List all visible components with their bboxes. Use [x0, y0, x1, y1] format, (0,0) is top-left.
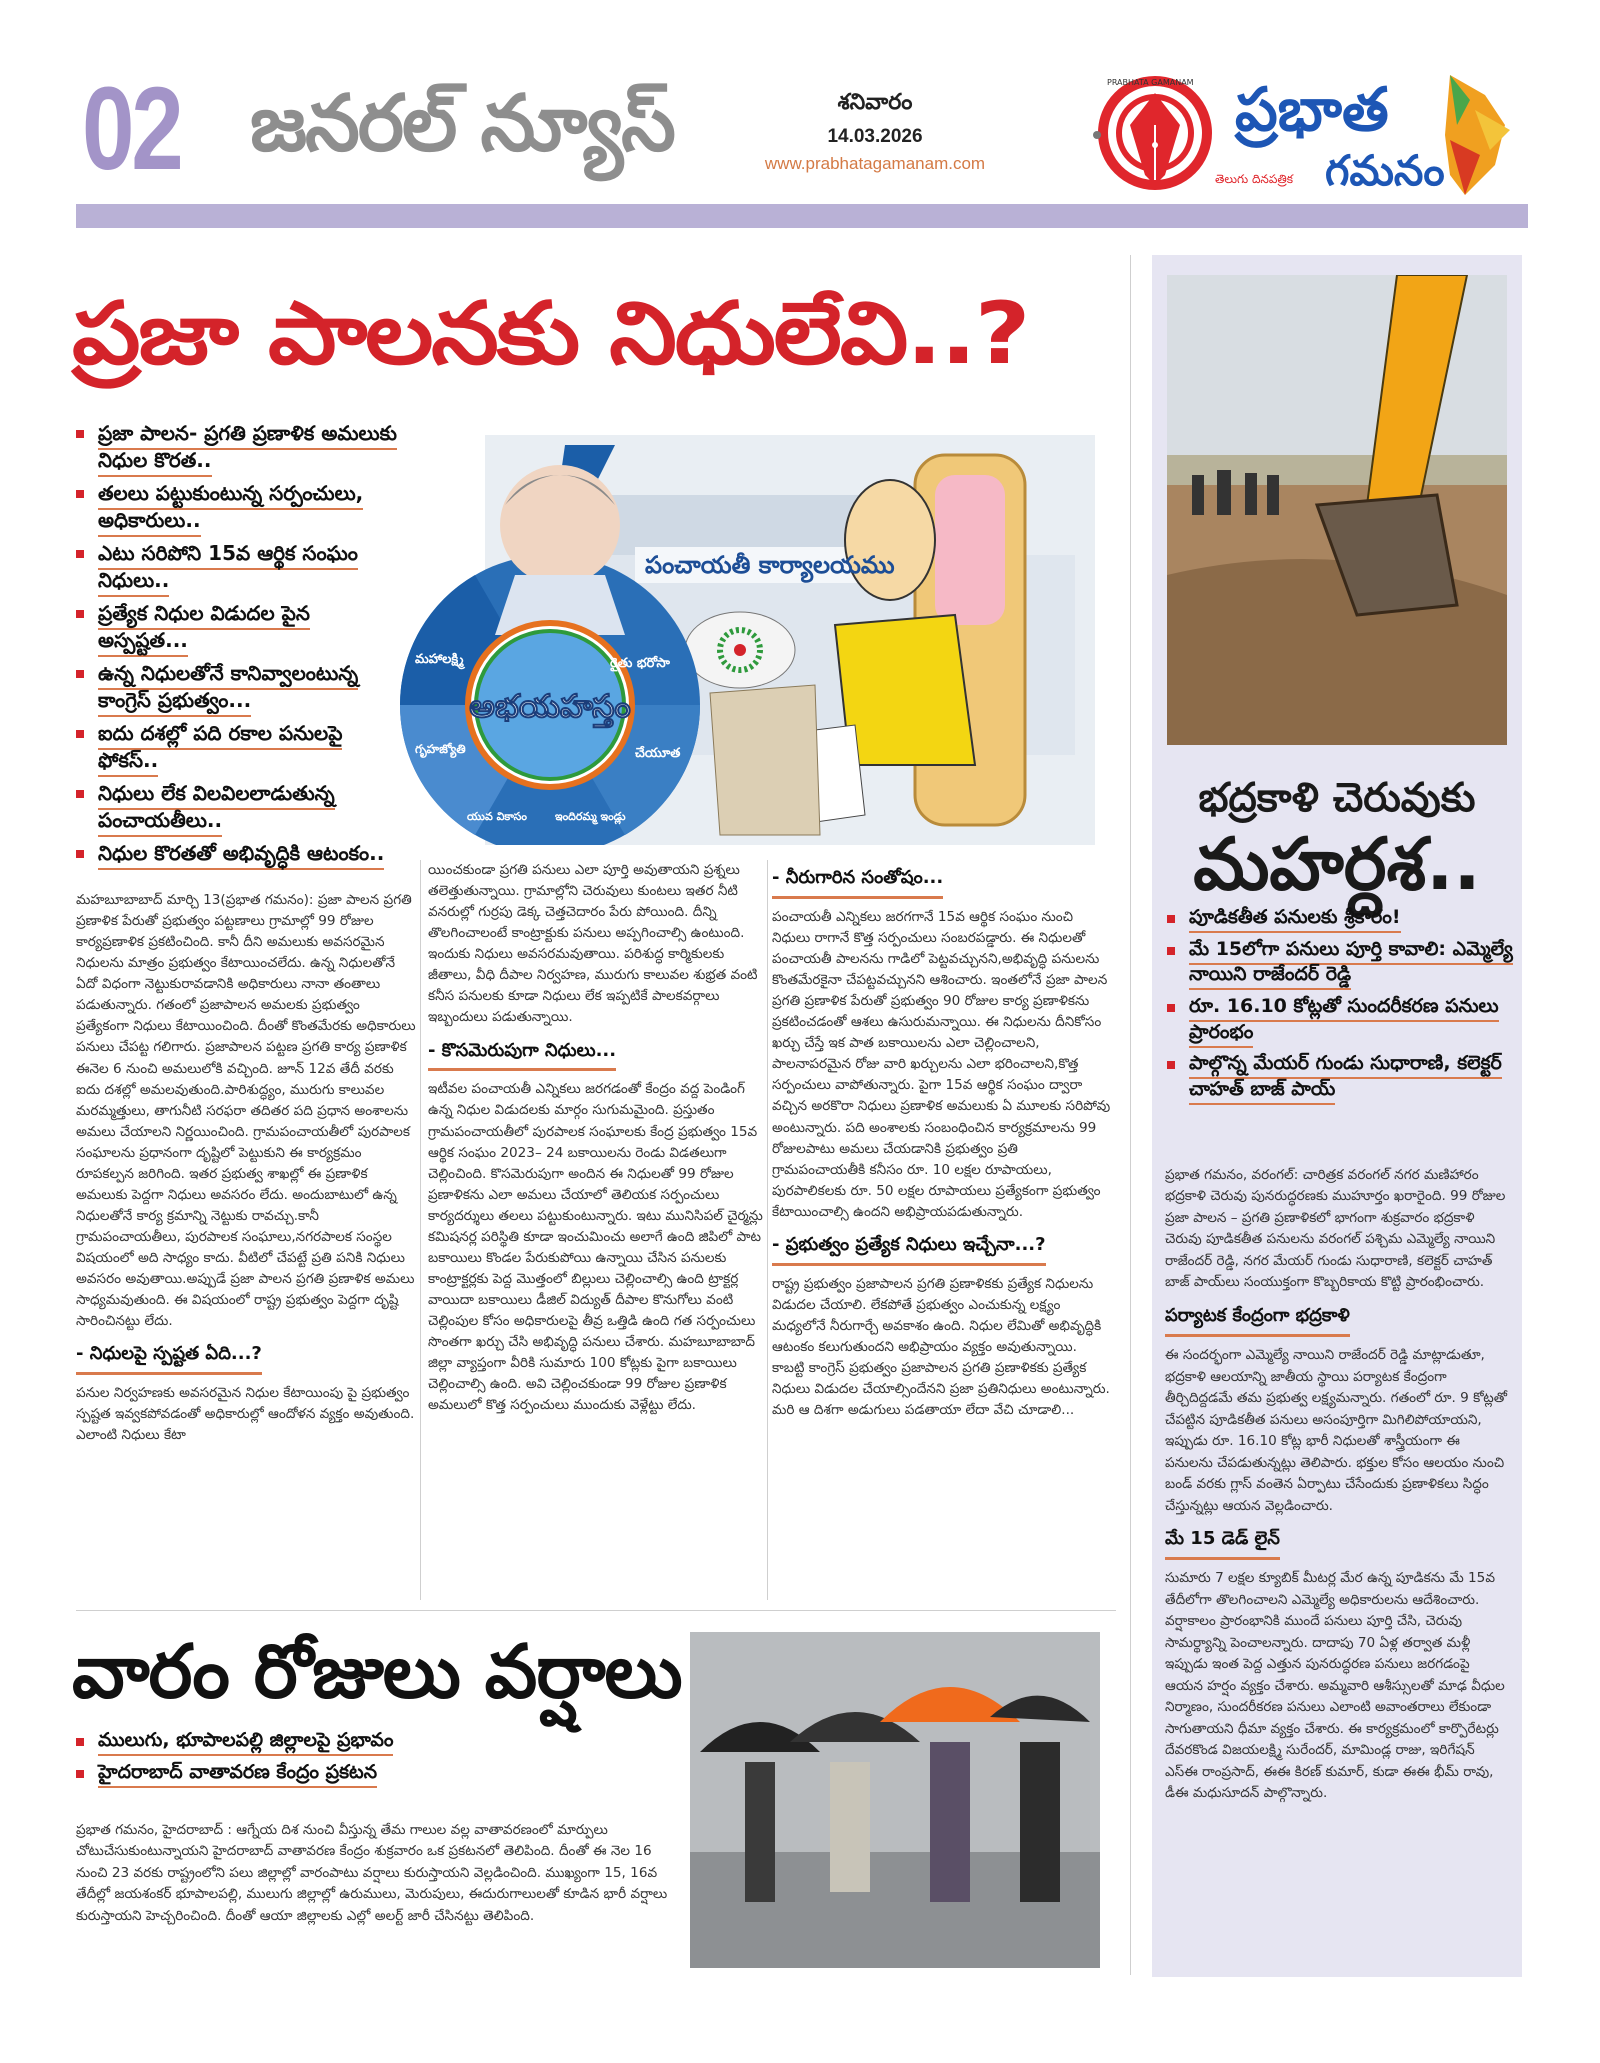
abhayahastam-cartoon: [395, 435, 1095, 845]
wheel-label: గృహజ్యోతి: [415, 742, 466, 756]
column-divider: [420, 860, 421, 1600]
wheel-label: మహాలక్ష్మి: [415, 652, 464, 667]
article-paragraph: ఈ సందర్భంగా ఎమ్మెల్యే నాయిని రాజేందర్ రెడ్డి మాట్లాడుతూ, భద్రకాళి ఆలయాన్ని జాతీయ స్థాయి పర్యాటక కేంద్రంగా తీర్చిదిద్దడమే తమ ప్రభుత్వ లక్ష్యమన్నారు. గతంలో రూ. 9 కోట్లతో చేపట్టిన పూడికతీత పనులు అసంపూర్తిగా మిగిలిపోయాయని, ఇప్పుడు రూ. 16.10 కోట్ల భారీ నిధులతో శాస్త్రీయంగా ఈ పనులను చేపడుతున్నట్లు తెలిపారు. భక్తుల కోసం ఆలయం నుంచి బండ్ వరకు గ్లాస్ వంతెన ఏర్పాటు చేసేందుకు ప్రణాళికలు సిద్ధం చేస్తున్నట్లు ఆయన వెల్లడించారు.: [1165, 1347, 1507, 1514]
sidebar-highlights: [1165, 905, 1515, 1108]
highlight-item: ఉన్న నిధులతోనే కానివ్వాలంటున్న కాంగ్రెస్ ప్రభుత్వం...: [74, 660, 404, 714]
section-divider: [76, 1610, 1116, 1611]
article-paragraph: ప్రభాత గమనం, హైదరాబాద్ : ఆగ్నేయ దిశ నుంచి వీస్తున్న తేమ గాలుల వల్ల వాతావరణంలో మార్పులు చోటుచేసుకుంటున్నాయని హైదరాబాద్ వాతావరణ కేంద్రం శుక్రవారం ఒక ప్రకటనలో తెలిపింది. దీంతో ఈ నెల 16 నుంచి 23 వరకు రాష్ట్రంలోని పలు జిల్లాల్లో వారంపాటు వర్షాలు కురుస్తాయని వెల్లడించింది. ముఖ్యంగా 15, 16వ తేదీల్లో జయశంకర్ భూపాలపల్లి, ములుగు జిల్లాల్లో ఉరుములు, మెరుపులు, ఈదురుగాలులతో కూడిన భారీ వర్షాలు కురుస్తాయని హెచ్చరించింది. దీంతో ఆయా జిల్లాలకు ఎల్లో అలర్ట్ జారీ చేసినట్టు తెలిపింది.: [76, 1822, 668, 1924]
sidebar-divider: [1130, 255, 1131, 1975]
highlight-item: ప్రజా పాలన- ప్రగతి ప్రణాళిక అమలుకు నిధుల కొరత..: [74, 420, 404, 474]
main-headline: ప్రజా పాలనకు నిధులేవి..?: [72, 284, 1029, 384]
article-paragraph: పనుల నిర్వహణకు అవసరమైన నిధుల కేటాయింపు పై ప్రభుత్వం స్పష్టత ఇవ్వకపోవడంతో అధికారుల్లో ఆందోళన వ్యక్తం అవుతుంది. ఎలాంటి నిధులు కేటా: [76, 1385, 415, 1444]
article-subheading: - కొసమెరుపుగా నిధులు...: [428, 1037, 616, 1072]
article-subheading: పర్యాటక కేంద్రంగా భద్రకాళి: [1165, 1302, 1350, 1337]
article-paragraph: యించకుండా ప్రగతి పనులు ఎలా పూర్తి అవుతాయని ప్రశ్నలు తలెత్తుతున్నాయి. గ్రామాల్లోని చెరువులు కుంటలు ఇతర నీటి వనరుల్లో గుర్రపు డెక్క చెత్తచెదారం పేరు పోయింది. దీన్ని తొలగించాలంటే కాంట్రాక్టుకు పనులు అప్పగించాల్సి ఉంటుంది. ఇందుకు నిధులు అవసరమవుతాయి. పరిశుద్ధ కార్మికులకు జీతాలు, వీధి దీపాల నిర్వహణ, మురుగు కాలువల శుభ్రత వంటి కనీస పనులకు కూడా నిధులు లేక ఇప్పటికే పాలకవర్గాలు ఇబ్బందులు పడుతున్నాయి.: [428, 862, 758, 1026]
highlight-item: పూడికతీత పనులకు శ్రీకారం!: [1165, 905, 1515, 931]
rain-umbrella-photo: [690, 1632, 1100, 1968]
pen-nib-emblem: [1093, 81, 1207, 185]
issue-date: 14.03.2026: [827, 126, 923, 147]
main-article-column-2: [428, 860, 766, 1420]
sidebar-headline-line1: భద్రకాళి చెరువుకు: [1198, 775, 1476, 821]
rain-article: [76, 1820, 676, 1931]
main-article-column-1: [76, 890, 416, 1450]
wheel-label: రైతు భరోసా: [610, 656, 670, 671]
sidebar-article: [1165, 1165, 1510, 1809]
autumn-leaves-icon: [1445, 75, 1510, 195]
newspaper-logo: [1085, 55, 1535, 205]
column-divider: [767, 860, 768, 1600]
article-paragraph: మహబూబాబాద్ మార్చి 13(ప్రభాత గమనం): ప్రజా పాలన ప్రగతి ప్రణాళిక పేరుతో ప్రభుత్వం పట్టణాలు గ్రామాల్లో 99 రోజుల కార్యప్రణాళిక ప్రకటించింది. కానీ దీని అమలుకు అవసరమైన నిధులను మాత్రం ప్రభుత్వం కేటాయించలేదు. ఉన్న నిధులతోనే ఏదో విధంగా నెట్టుకురావడానికి అధికారులు నానా తంతాలు పడుతున్నారు. గతంలో ప్రజాపాలన అమలకు ప్రభుత్వం ప్రత్యేకంగా నిధులు కేటాయించింది. దీంతో కొంతమేరకు అధికారులు పనులు చేపట్ట గలిగారు. ప్రజాపాలన పట్టణ ప్రగతి కార్య ప్రణాళిక ఈనెల 6 నుంచి అమలులోకి వచ్చింది. జూన్ 12వ తేదీ వరకు ఐదు దశల్లో అమలవుతుంది.పారిశుద్ధ్యం, మురుగు కాలువల మరమ్మత్తులు, తాగునీటి సరఫరా తదితర పది ప్రధాన అంశాలను అమలు చేయాలని నిర్ణయించింది. గ్రామపంచాయతీలో పురపాలక సంఘాలను ప్రధానంగా దృష్టిలో పెట్టుకుని ఈ కార్యక్రమం రూపకల్పన జరిగింది. ఇతర ప్రభుత్వ శాఖల్లో ఈ ప్రణాళిక అమలుకు పెద్దగా నిధులు అవసరం లేదు. అందుబాటులో ఉన్న నిధులతోనే కార్య క్రమాన్ని నెట్టుకు రావచ్చు.కానీ గ్రామపంచాయతీలు, పురపాలక సంఘాలు,నగరపాలక సంస్థల విషయంలో అది సాధ్యం కాదు. వీటిలో చేపట్టే ప్రతి పనికి నిధులు అవసరం అవుతాయి.అప్పుడే ప్రజా పాలన ప్రగతి ప్రణాళిక అమలు సాధ్యమవుతుంది. ఈ విషయంలో రాష్ట్ర ప్రభుత్వం పెద్దగా దృష్టి సారించినట్టు లేదు.: [76, 892, 416, 1330]
rain-headline: వారం రోజులు వర్షాలు: [72, 1629, 682, 1715]
rain-highlights: [74, 1728, 634, 1791]
excavator-photo: [1167, 275, 1507, 745]
article-subheading: - ప్రభుత్వం ప్రత్యేక నిధులు ఇచ్చేనా...?: [772, 1231, 1046, 1266]
section-title: జనరల్ న్యూస్: [250, 79, 674, 169]
date-block: [735, 90, 1015, 174]
article-subheading: మే 15 డెడ్ లైన్: [1165, 1525, 1280, 1560]
page-number: 02: [82, 63, 181, 195]
main-highlights: [74, 420, 404, 873]
highlight-item: నిధుల కొరతతో అభివృద్ధికి ఆటంకం..: [74, 840, 404, 867]
article-paragraph: పంచాయతీ ఎన్నికలు జరగగానే 15వ ఆర్థిక సంఘం నుంచి నిధులు రాగానే కొత్త సర్పంచులు సంబరపడ్డారు. ఈ నిధులతో పంచాయతీ పాలనను గాడిలో పెట్టవచ్చునని,అభివృద్ధి పనులను కొంతమేరకైనా చేపట్టవచ్చునని ఆశించారు. ఇంతలోనే ప్రజా పాలన ప్రగతి ప్రణాళిక పేరుతో ప్రభుత్వం 90 రోజుల కార్య ప్రణాళికను ప్రకటించడంతో ఆశలు ఉసురుమన్నాయి. ఈ నిధులను దీనికోసం ఖర్చు చేస్తే ఇక పాత బకాయిలను ఎలా చెల్లించాలని, పాలనాపరమైన రోజు వారి ఖర్చులను ఎలా భరించాలని,కొత్త సర్పంచులు వాపోతున్నారు. పైగా 15వ ఆర్థిక సంఘం ద్వారా వచ్చిన అరకొరా నిధులు ప్రణాళిక అమలుకు ఏ మూలకు సరిపోవు అంటున్నారు. పది అంశాలకు సంబంధించిన కార్యక్రమాలను 99 రోజులపాటు అమలు చేయడానికి ప్రభుత్వం ప్రతి గ్రామపంచాయతీకి కనీసం రూ. 10 లక్షల రూపాయలు, పురపాలికలకు రూ. 50 లక్షల రూపాయలు ప్రత్యేకంగా ప్రభుత్వం కేటాయించాల్సి ఉందని అభిప్రాయపడుతున్నారు.: [772, 908, 1111, 1220]
wheel-label: యువ వికాసం: [467, 810, 527, 823]
highlight-item: హైదరాబాద్ వాతావరణ కేంద్రం ప్రకటన: [74, 1760, 634, 1786]
highlight-item: ములుగు, భూపాలపల్లి జిల్లాలపై ప్రభావం: [74, 1728, 634, 1754]
highlight-item: ఎటు సరిపోని 15వ ఆర్థిక సంఘం నిధులు..: [74, 540, 404, 594]
highlight-item: తలలు పట్టుకుంటున్న సర్పంచులు, అధికారులు..: [74, 480, 404, 534]
highlight-item: మే 15లోగా పనులు పూర్తి కావాలి: ఎమ్మెల్యే నాయిని రాజేందర్ రెడ్డి: [1165, 937, 1515, 988]
article-paragraph: ఇటీవల పంచాయతీ ఎన్నికలు జరగడంతో కేంద్రం వద్ద పెండింగ్ ఉన్న నిధుల విడుదలకు మార్గం సుగుమమైంది. ప్రస్తుతం గ్రామపంచాయతీలో పురపాలక సంఘాలకు కేంద్ర ప్రభుత్వం 15వ ఆర్థిక సంఘం 2023– 24 బకాయిలను రెండు విడతలుగా చెల్లించింది. కొసమెరుపుగా అందిన ఈ నిధులతో 99 రోజుల ప్రణాళికను ఎలా అమలు చేయాలో తెలియక సర్పంచులు కార్యదర్శులు తలలు పట్టుకుంటున్నారు. ఇటు మునిసిపల్ చైర్మన్లు కమిషనర్ల పరిస్థితి కూడా ఇంచుమించు అలాగే ఉంది జిపిలో పాట బకాయిలు కొండల పేరుకుపోయి ఉన్నాయి చేసిన పనులకు కాంట్రాక్టర్లకు పెద్ద మొత్తంలో బిల్లులు చెల్లించాల్సి ఉంది ట్రాక్టర్ల వాయిదా బకాయిలు డీజిల్ విద్యుత్ దీపాల కొనుగోలు వంటి చెల్లింపుల కోసం అధికారులపై తీవ్ర ఒత్తిడి ఉంది గత సర్పంచులు సొంతగా ఖర్చు చేసి అభివృద్ధి పనులు చేశారు. మహబూబాబాద్ జిల్లా వ్యాప్తంగా వీరికి సుమారు 100 కోట్లకు పైగా బకాయిలు చెల్లించాల్సి ఉంది. అవి చెల్లించకుండా 99 రోజుల ప్రణాళిక అమలులో కొత్త సర్పంచులు ముందుకు వెళ్లేట్టు లేదు.: [428, 1081, 763, 1414]
header-divider-bar: [76, 204, 1528, 228]
highlight-item: ప్రత్యేక నిధుల విడుదల పైన అస్పష్టత...: [74, 600, 404, 654]
article-paragraph: రాష్ట్ర ప్రభుత్వం ప్రజాపాలన ప్రగతి ప్రణాళికకు ప్రత్యేక నిధులను విడుదల చేయాలి. లేకపోతే ప్రభుత్వం ఎంచుకున్న లక్ష్యం మధ్యలోనే నీరుగార్చే అవకాశం ఉంది. నిధుల లేమితో అభివృద్ధికి ఆటంకం కలుగుతుందని అభిప్రాయం వ్యక్తం అవుతున్నాయి. కాబట్టి కాంగ్రెస్ ప్రభుత్వం ప్రజాపాలన ప్రగతి ప్రణాళికకు ప్రత్యేక నిధులు విడుదల చేయాల్సిందేనని ప్రజా ప్రతినిధులు అంటున్నారు. మరి ఆ దిశగా అడుగులు పడతాయా లేదా వేచి చూడాలి...: [772, 1275, 1110, 1419]
logo-name-line2: గమనం: [1325, 146, 1445, 195]
highlight-item: పాల్గొన్న మేయర్ గుండు సుధారాణి, కలెక్టర్ చాహత్ బాజ్ పాయ్: [1165, 1051, 1515, 1102]
abhayahastam-label: అభయహస్తం: [469, 687, 631, 725]
wheel-label: చేయూత: [635, 746, 681, 761]
logo-ring-text: PRABHATA GAMANAM: [1107, 78, 1194, 87]
wheel-label: ఇందిరమ్మ ఇండ్లు: [555, 810, 626, 823]
sidebar-headline-line2: మహర్దశ..: [1193, 822, 1481, 906]
logo-tagline: తెలుగు దినపత్రిక: [1215, 172, 1294, 186]
highlight-item: నిధులు లేక విలవిలలాడుతున్న పంచాయతీలు..: [74, 780, 404, 834]
highlight-item: రూ. 16.10 కోట్లతో సుందరీకరణ పనులు ప్రారంభం: [1165, 994, 1515, 1045]
article-subheading: - నీరుగారిన సంతోషం...: [772, 864, 943, 899]
article-subheading: - నిధులపై స్పష్టత ఏది...?: [76, 1340, 262, 1375]
website-link[interactable]: www.prabhatagamanam.com: [764, 154, 986, 173]
logo-name-line1: ప్రభాత: [1235, 75, 1389, 145]
article-paragraph: ప్రభాత గమనం, వరంగల్: చారిత్రక వరంగల్ నగర మణిహారం భద్రకాళి చెరువు పునరుద్ధరణకు ముహూర్తం ఖరారైంది. 99 రోజుల ప్రజా పాలన – ప్రగతి ప్రణాళికలో భాగంగా శుక్రవారం భద్రకాళి చెరువు పూడికతీత పనులను వరంగల్ పశ్చిమ ఎమ్మెల్యే నాయిని రాజేందర్ రెడ్డి, నగర మేయర్ గుండు సుధారాణి, కలెక్టర్ చాహత్ బాజ్ పాయ్‌లు సంయుక్తంగా కొబ్బరికాయ కొట్టి ప్రారంభించారు.: [1165, 1167, 1506, 1291]
article-paragraph: సుమారు 7 లక్షల క్యూబిక్ మీటర్ల మేర ఉన్న పూడికను మే 15వ తేదీలోగా తొలగించాలని ఎమ్మెల్యే అధికారులను ఆదేశించారు. వర్షాకాలం ప్రారంభానికి ముందే పనులు పూర్తి చేసి, చెరువు సామర్థ్యాన్ని పెంచాలన్నారు. దాదాపు 70 ఏళ్ల తర్వాత మళ్లీ ఇప్పుడు ఇంత పెద్ద ఎత్తున పునరుద్ధరణ పనులు జరగడంపై ఆయన హర్షం వ్యక్తం చేశారు. అమ్మవారి ఆశీస్సులతో మాఢ వీధుల నిర్మాణం, సుందరీకరణ పనులు ఎలాంటి అవాంతరాలు లేకుండా సాగుతాయని ధీమా వ్యక్తం చేశారు. ఈ కార్యక్రమంలో కార్పొరేటర్లు దేవరకొండ విజయలక్ష్మి సురేందర్, మామిండ్ల రాజు, ఇరిగేషన్ ఎస్ఈ రాంప్రసాద్, ఈఈ కిరణ్ కుమార్, కుడా ఈఈ భీమ్ రావు, డీఈ మధుసూదన్ పాల్గొన్నారు.: [1165, 1570, 1505, 1802]
weekday: శనివారం: [837, 90, 913, 115]
main-article-column-3: [772, 860, 1112, 1425]
building-sign: పంచాయతీ కార్యాలయము: [645, 551, 895, 579]
highlight-item: ఐదు దశల్లో పది రకాల పనులపై ఫోకస్..: [74, 720, 404, 774]
